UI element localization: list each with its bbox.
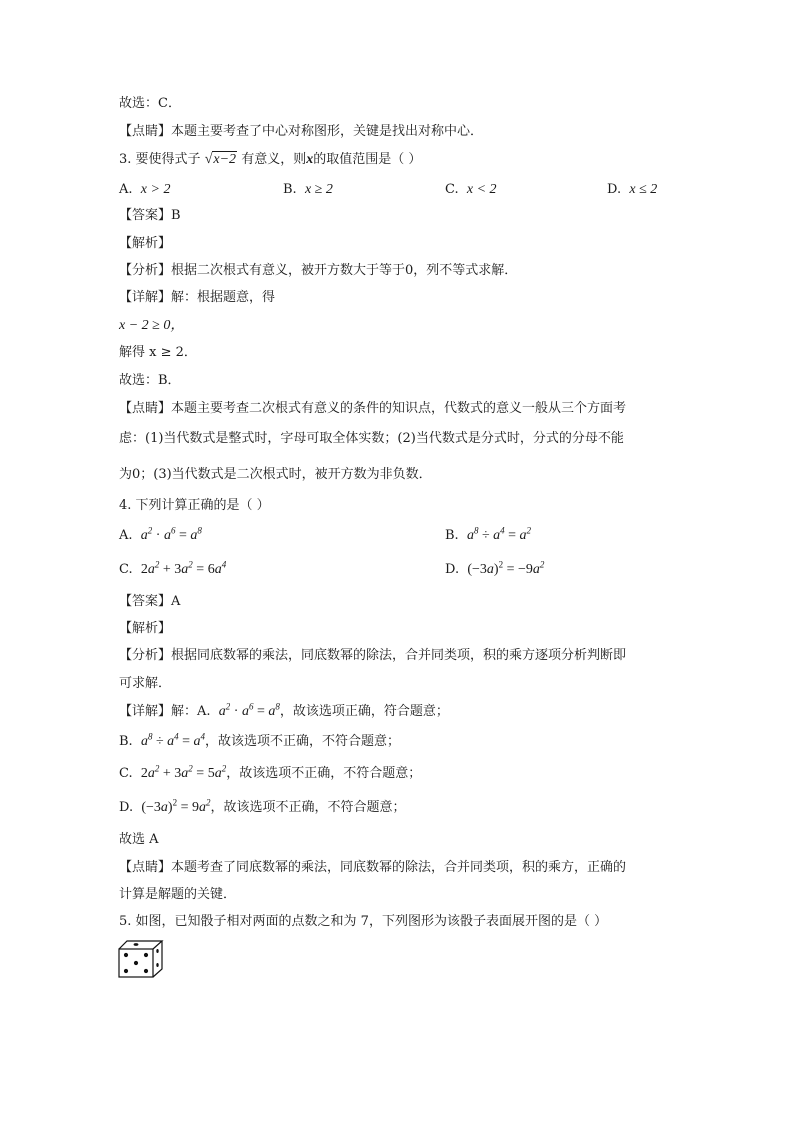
text-line: 为0；(3)当代数式是二次根式时，被开方数为非负数． bbox=[119, 467, 432, 482]
text-line: 【点睛】本题主要考查了中心对称图形，关键是找出对称中心． bbox=[119, 124, 484, 139]
analysis-label: 【解析】 bbox=[119, 621, 172, 636]
text-line: 解得 x ≥ 2． bbox=[119, 345, 197, 360]
option-a: A. $a^2 \cdot a^6 = a^8$ bbox=[119, 525, 202, 543]
question-3-stem: 3. 要使得式子 √x−2 有意义，则x的取值范围是（ ） bbox=[119, 152, 422, 167]
answer-label: 【答案】B bbox=[119, 208, 181, 223]
option-c: C. x < 2 bbox=[445, 182, 497, 197]
text-line: 【点睛】本题考查了同底数幂的乘法，同底数幂的除法，合并同类项，积的乘方，正确的 bbox=[119, 860, 627, 875]
question-5-stem: 5. 如图，已知骰子相对两面的点数之和为 7，下列图形为该骰子表面展开图的是（ ） bbox=[119, 914, 608, 929]
option-d: D. $(-3a)^2 = -9a^2$ bbox=[445, 559, 545, 577]
option-a: A. x > 2 bbox=[119, 182, 171, 197]
detail-c: C. $2a^2 + 3a^2 = 5a^2$，故该选项不正确，不符合题意； bbox=[119, 763, 422, 781]
analysis-label: 【解析】 bbox=[119, 236, 172, 251]
option-b: B. x ≥ 2 bbox=[283, 182, 333, 197]
detail-d: D. $(-3a)^2 = 9a^2$，故该选项不正确，不符合题意； bbox=[119, 797, 406, 815]
option-c: C. $2a^2 + 3a^2 = 6a^4$ bbox=[119, 559, 227, 577]
text-line: 【详解】解：根据题意，得 bbox=[119, 290, 276, 305]
text-line: 【点睛】本题主要考查二次根式有意义的条件的知识点，代数式的意义一般从三个方面考 bbox=[119, 401, 627, 416]
text-line: 故选：C． bbox=[119, 96, 181, 111]
math-line: x − 2 ≥ 0， bbox=[119, 318, 185, 333]
text-line: 计算是解题的关键． bbox=[119, 887, 237, 902]
question-4-stem: 4. 下列计算正确的是（ ） bbox=[119, 498, 270, 513]
text-line: 虑：(1)当代数式是整式时，字母可取全体实数；(2)当代数式是分式时，分式的分母不能 bbox=[119, 431, 624, 446]
option-b: B. $a^8 \div a^4 = a^2$ bbox=[445, 525, 532, 543]
text-line: 故选：B． bbox=[119, 373, 181, 388]
option-d: D. x ≤ 2 bbox=[607, 182, 658, 197]
text-line: 【分析】根据同底数幂的乘法，同底数幂的除法，合并同类项，积的乘方逐项分析判断即 bbox=[119, 648, 627, 663]
dice-figure bbox=[118, 940, 164, 978]
text-line: 故选 A bbox=[119, 832, 159, 847]
text-line: 可求解． bbox=[119, 676, 172, 691]
answer-label: 【答案】A bbox=[119, 594, 181, 609]
text-line: 【分析】根据二次根式有意义，被开方数大于等于0，列不等式求解． bbox=[119, 263, 518, 278]
detail-b: B. $a^8 \div a^4 = a^4$，故该选项不正确，不符合题意； bbox=[119, 731, 401, 749]
detail-a: 【详解】解：A. $a^2 \cdot a^6 = a^8$，故该选项正确，符合题意； bbox=[119, 701, 449, 719]
